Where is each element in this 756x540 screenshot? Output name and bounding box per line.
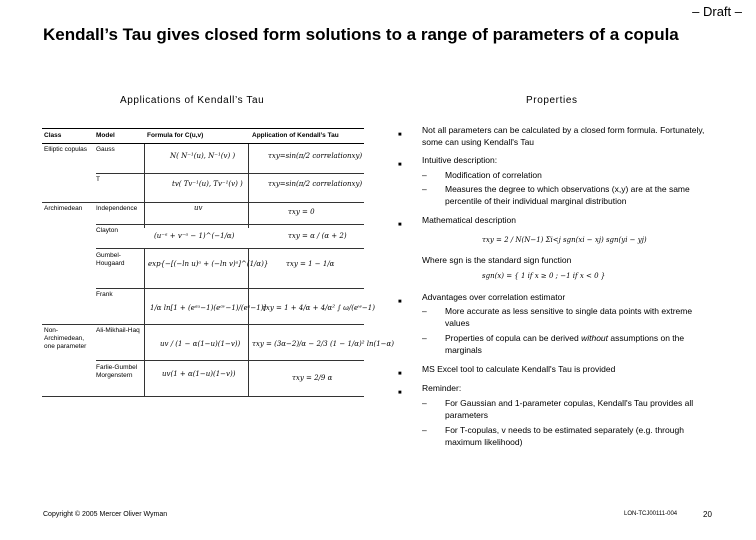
copyright: Copyright © 2005 Mercer Oliver Wyman [43,511,168,518]
table-cell-formula: exp{−[(−ln u)ᵃ + (−ln v)ᵃ]^(1/α)} [148,260,269,268]
dash-icon: – [422,170,427,180]
table-cell-model: Gumbel-Hougaard [96,252,125,267]
list-subitem: More accurate as less sensitive to single data points with extreme values [445,306,693,328]
table-rule [42,324,364,325]
subitem-text: Properties of copula can be derived [445,333,582,343]
col-header-application: Application of Kendall’s Tau [252,132,339,139]
kendall-tau-formula: τxy = 2 / N(N−1) Σi<j sgn(xi − xj) sgn(yi − yj) [482,236,647,244]
sgn-formula: sgn(x) = { 1 if x ≥ 0 ; −1 if x < 0 } [482,272,606,280]
right-column-heading: Properties [526,95,578,106]
list-subitem [445,332,715,356]
list-subitem: Measures the degree to which observations (x,y) are at the same percentile of their individual marginal distribution [445,184,690,206]
bullet-icon: ■ [398,371,402,377]
list-item: MS Excel tool to calculate Kendall's Tau is provided [422,364,616,374]
table-cell-formula: (u⁻ᵃ + v⁻ᵃ − 1)^(−1/α) [154,232,235,240]
left-column-heading: Applications of Kendall’s Tau [120,95,265,106]
subitem-emphasis: without [581,333,609,343]
table-cell-tau: τxy = 1 + 4/α + 4/α² ∫ ω/(eʷ−1) [262,304,375,312]
list-item: Not all parameters can be calculated by a closed form formula. Fortunately, some can using Kendall's Tau [422,125,705,147]
list-subitem: For T-copulas, v needs to be estimated separately (e.g. through maximum likelihood) [445,425,684,447]
table-rule [96,173,364,174]
table-rule [96,288,364,289]
draft-label: – Draft – [692,4,742,19]
page-title: Kendall’s Tau gives closed form solutions to a range of parameters of a copula [43,25,679,44]
table-cell-model: T [96,176,100,183]
table-vrule [248,248,249,396]
col-header-formula: Formula for C(u,v) [147,132,204,139]
subitem-text: assumptions on the marginals [445,333,685,355]
table-cell-tau: τxy = (3α−2)/α − 2/3 (1 − 1/α)² ln(1−α) [252,340,394,348]
table-cell-model: Frank [96,291,113,298]
list-item: Intuitive description: [422,155,498,165]
table-cell-model: Farlie-Gumbel Morgenstern [96,364,138,379]
table-cell-formula: N( N⁻¹(u), N⁻¹(v) ) [170,152,236,160]
table-cell-model: Gauss [96,146,115,153]
dash-icon: – [422,425,427,435]
table-cell-model: Ali-Mikhail-Haq [96,327,140,334]
list-item: Reminder: [422,383,462,393]
list-subitem: Modification of correlation [445,170,542,180]
document-id: LON-TCJ00111-004 [624,511,678,517]
table-cell-tau: τxy=sin(π/2 correlationxy) [268,180,363,188]
table-cell-tau: τxy = α / (α + 2) [288,232,347,240]
table-cell-tau: τxy = 0 [288,208,315,216]
bullet-icon: ■ [398,132,402,138]
table-rule [42,396,364,397]
bullet-icon: ■ [398,162,402,168]
bullet-icon: ■ [398,390,402,396]
table-header [42,128,364,144]
table-cell-tau: τxy = 1 − 1/α [286,260,335,268]
dash-icon: – [422,184,427,194]
dash-icon: – [422,306,427,316]
table-cell-class: Non-Archimedean, one parameter [44,327,87,350]
table-vrule [144,248,145,396]
dash-icon: – [422,398,427,408]
list-item: Advantages over correlation estimator [422,292,566,302]
bullet-icon: ■ [398,299,402,305]
list-item: Mathematical description [422,215,517,225]
table-cell-tau: τxy = 2/9 α [292,374,333,382]
table-cell-class: Elliptic copulas [44,146,87,153]
properties-list [392,0,732,540]
table-rule [42,202,364,203]
table-cell-formula: uv / (1 − α(1−u)(1−v)) [160,340,241,348]
col-header-model: Model [96,132,115,139]
table-cell-class: Archimedean [44,205,83,212]
table-rule [96,224,364,225]
list-subitem: For Gaussian and 1-parameter copulas, Kendall's Tau provides all parameters [445,398,694,420]
dash-icon: – [422,333,427,343]
col-header-class: Class [44,132,62,139]
bullet-icon: ■ [398,222,402,228]
table-rule [96,360,364,361]
table-cell-formula: uv(1 + α(1−u)(1−v)) [162,370,236,378]
table-cell-formula: 1/α ln[1 + (eᵃᵘ−1)(eᵃᵛ−1)/(eᵃ−1)] [150,304,267,312]
table-vrule [248,144,249,228]
table-rule [96,248,364,249]
table-cell-formula: uv [194,204,203,212]
table-cell-tau: τxy=sin(π/2 correlationxy) [268,152,363,160]
table-vrule [144,144,145,228]
table-cell-model: Independence [96,205,138,212]
sgn-note: Where sgn is the standard sign function [422,255,572,265]
table-cell-model: Clayton [96,227,119,234]
page-number: 20 [703,510,712,519]
table-cell-formula: tv( Tv⁻¹(u), Tv⁻¹(v) ) [172,180,243,188]
